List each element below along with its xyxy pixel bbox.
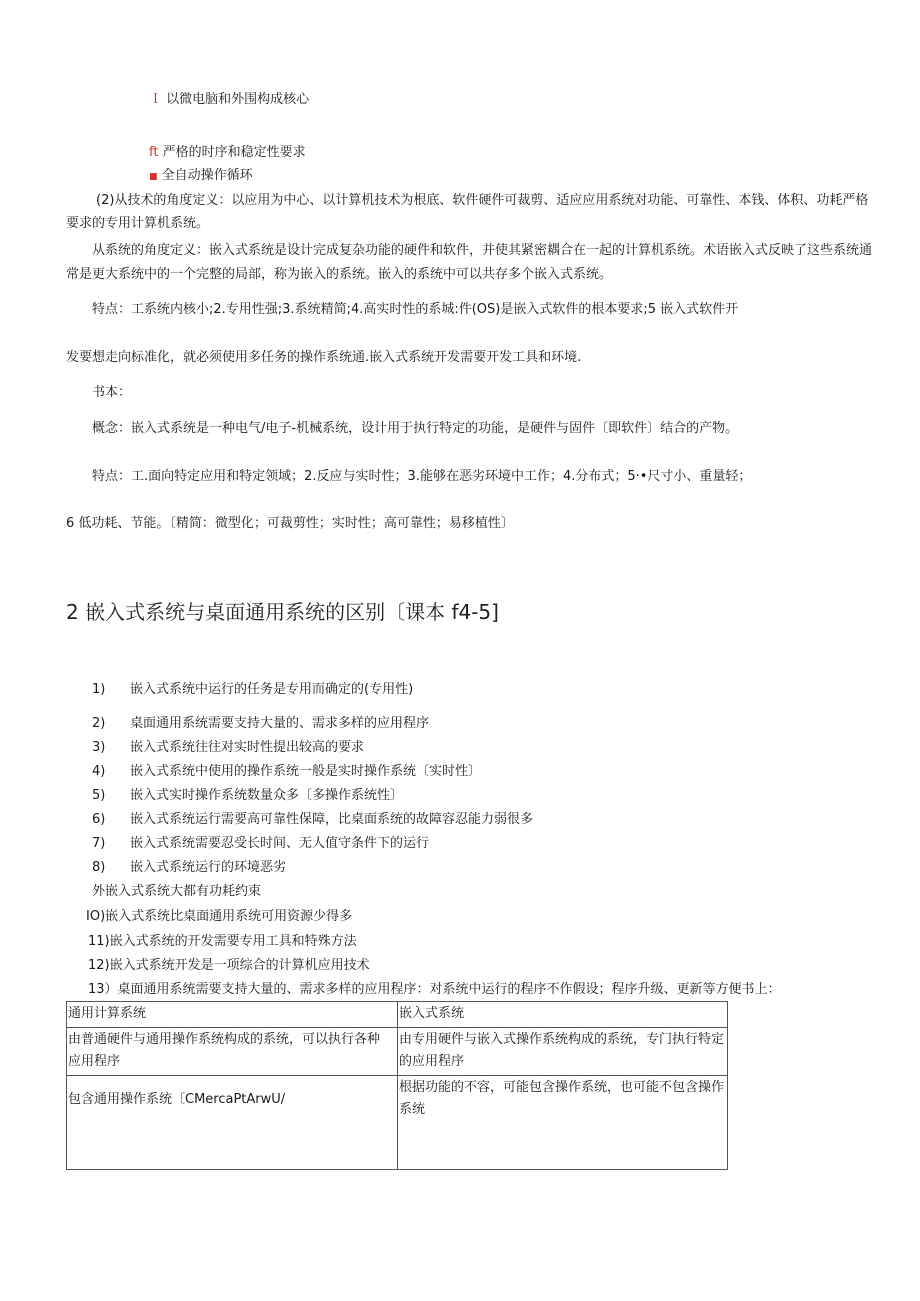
list-number: 7) xyxy=(92,836,106,851)
table-header-row xyxy=(67,1002,728,1028)
table-row xyxy=(67,1076,728,1170)
list-text: 嵌入式系统运行需要高可靠性保障，比桌面系统的故障容忍能力弱很多 xyxy=(130,812,534,827)
list-number: 4) xyxy=(92,764,106,779)
system-definition-line: 从系统的角度定义：嵌入式系统是设计完成复杂功能的硬件和软件，并使其紧密耦合在一起的计算机系统。术语嵌入式反映了这些系统通 xyxy=(92,243,873,258)
list-number: 2) xyxy=(92,716,106,731)
bullet-item xyxy=(149,92,309,108)
list-item xyxy=(92,740,364,756)
table-header-cell: 通用计算系统 xyxy=(67,1002,398,1028)
list-text: 嵌入式实时操作系统数量众多〔多操作系统性〕 xyxy=(130,788,404,803)
list-item: 13）桌面通用系统需要支持大量的、需求多样的应用程序：对系统中运行的程序不作假设；程序升级、更新等方便书上： xyxy=(88,982,781,997)
cell-line: 根据功能的不容，可能包含操作系统，也可能不包含操作 xyxy=(399,1080,725,1095)
system-definition-line: 常是更大系统中的一个完整的局部，称为嵌入的系统。嵌入的系统中可以共存多个嵌入式系统。 xyxy=(66,267,613,282)
list-text: 桌面通用系统需要支持大量的、需求多样的应用程序 xyxy=(130,716,430,731)
list-number: 3) xyxy=(92,740,106,755)
tech-definition-line: 要求的专用计算机系统。 xyxy=(66,216,210,231)
section-title: 2 嵌入式系统与桌面通用系统的区别〔课本 f4-5] xyxy=(66,600,499,624)
bullet-text: 全自动操作循环 xyxy=(161,168,253,183)
list-number: 8) xyxy=(92,860,106,875)
cell-line: 由普通硬件与通用操作系统构成的系统，可以执行各种 xyxy=(68,1032,381,1047)
cell-line: 系统 xyxy=(399,1102,426,1117)
list-number: 1) xyxy=(92,682,106,697)
book-label: 书本： xyxy=(92,385,132,400)
list-item xyxy=(92,764,481,780)
list-item xyxy=(92,682,413,698)
list-item: IO)嵌入式系统比桌面通用系统可用资源少得多 xyxy=(86,909,353,924)
bullet-marker: ■ xyxy=(149,172,158,182)
list-item xyxy=(92,788,403,804)
list-text: 嵌入式系统中运行的任务是专用而确定的(专用性) xyxy=(130,682,414,697)
list-number: 6) xyxy=(92,812,106,827)
concept-line: 概念：嵌入式系统是一种电气/电子-机械系统，设计用于执行特定的功能，是硬件与固件〔即软件〕结合的产物。 xyxy=(92,421,739,436)
table-cell xyxy=(67,1028,398,1076)
list-item: 12)嵌入式系统开发是一项综合的计算机应用技术 xyxy=(88,958,370,973)
list-item xyxy=(92,836,429,852)
list-item: 外嵌入式系统大都有功耗约束 xyxy=(92,884,262,899)
features-line: 发要想走向标准化，就必须使用多任务的操作系统通.嵌入式系统开发需要开发工具和环境. xyxy=(66,350,582,365)
list-text: 嵌入式系统运行的环境恶劣 xyxy=(130,860,287,875)
bullet-text: 严格的时序和稳定性要求 xyxy=(162,145,306,160)
list-item xyxy=(92,812,533,828)
bullet-marker: ft xyxy=(149,145,159,160)
cell-line: 包含通用操作系统〔CMercaPtArwU/ xyxy=(68,1092,286,1107)
features-line: 特点：工.面向特定应用和特定领域；2.反应与实时性；3.能够在恶劣环境中工作；4.分布式；5·•尺寸小、重量轻； xyxy=(92,469,752,484)
bullet-item xyxy=(149,145,306,161)
table-header-cell: 嵌入式系统 xyxy=(398,1002,728,1028)
table-row xyxy=(67,1028,728,1076)
tech-definition-line: (2)从技术的角度定义：以应用为中心、以计算机技术为根底、软件硬件可裁剪、适应应用系统对功能、可靠性、本钱、体积、功耗严格 xyxy=(96,193,869,208)
bullet-item xyxy=(149,168,253,184)
list-item: 11)嵌入式系统的开发需要专用工具和特殊方法 xyxy=(88,934,357,949)
features-line: 特点：工系统内核小;2.专用性强;3.系统精简;4.高实时性的系城:件(OS)是嵌入式软件的根本要求;5 嵌入式软件开 xyxy=(92,302,739,317)
list-item xyxy=(92,860,286,876)
table-cell xyxy=(398,1028,728,1076)
table-cell xyxy=(67,1076,398,1170)
list-item xyxy=(92,716,429,732)
table-cell xyxy=(398,1076,728,1170)
cell-line: 的应用程序 xyxy=(399,1054,465,1069)
cell-line: 由专用硬件与嵌入式操作系统构成的系统，专门执行特定 xyxy=(399,1032,725,1047)
list-text: 嵌入式系统往往对实时性提出较高的要求 xyxy=(130,740,365,755)
list-text: 嵌入式系统中使用的操作系统一般是实时操作系统〔实时性〕 xyxy=(130,764,482,779)
features-line: 6 低功耗、节能。〔精简：微型化；可裁剪性；实时性；高可靠性；易移植性〕 xyxy=(66,516,514,531)
bullet-text: 以微电脑和外围构成核心 xyxy=(166,92,310,107)
list-text: 嵌入式系统需要忍受长时间、无人值守条件下的运行 xyxy=(130,836,430,851)
bullet-marker: Ｉ xyxy=(149,92,163,107)
comparison-table xyxy=(66,1001,728,1170)
cell-line: 应用程序 xyxy=(68,1054,121,1069)
list-number: 5) xyxy=(92,788,106,803)
